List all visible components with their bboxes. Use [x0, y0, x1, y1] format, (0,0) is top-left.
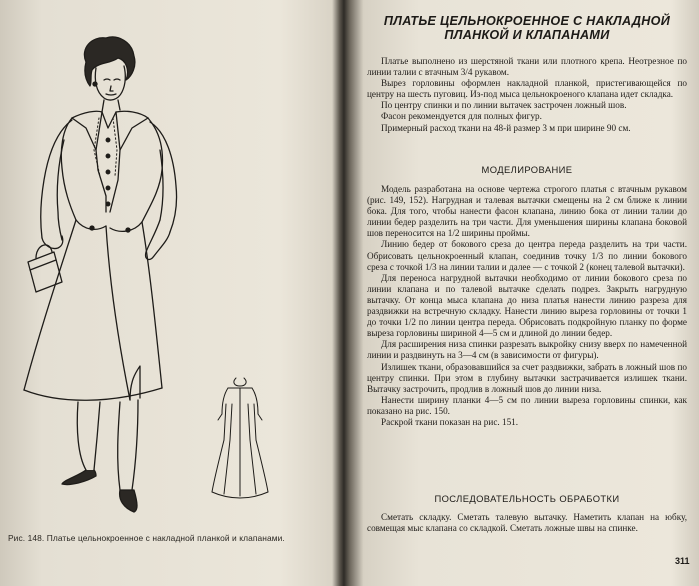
section-heading-modeling: МОДЕЛИРОВАНИЕ: [481, 164, 573, 175]
title-line-1: ПЛАТЬЕ ЦЕЛЬНОКРОЕННОЕ С НАКЛАДНОЙ: [383, 14, 671, 28]
title-line-2: ПЛАНКОЙ И КЛАПАНАМИ: [444, 28, 610, 42]
paragraph: Примерный расход ткани на 48-й размер 3 м при ширине 90 см.: [381, 122, 631, 133]
article-title: [367, 14, 687, 42]
paragraph: Раскрой ткани показан на рис. 151.: [381, 416, 519, 427]
paragraph: Фасон рекомендуется для полных фигур.: [381, 111, 542, 122]
dress-illustration: [0, 0, 338, 586]
paragraph: Нанести ширину планки 4—5 см по линии выреза горловины спинки, как показано на рис. 150.: [367, 394, 687, 416]
sequence-block: [367, 512, 687, 534]
page-number: 311: [675, 556, 690, 566]
right-page: [345, 0, 699, 586]
paragraph: По центру спинки и по линии вытачек застрочен ложный шов.: [381, 100, 627, 111]
paragraph: Платье выполнено из шерстяной ткани или плотного крепа. Неотрезное по линии талии с втачным 3/4 рукавом.: [367, 56, 687, 78]
paragraph: Модель разработана на основе чертежа строгого платья с втачным рукавом (рис. 149, 152). Нагрудная и талевая вытачки смещены на 2 см ближе к линии бока. Для того, чтобы нанести фасон клапана, линию бока от линии талии до линии бедер разделить на три части. Для уменьшения ширины клапана боковой шов переносится на 1/2 ширины проймы.: [367, 184, 687, 239]
left-page: [0, 0, 338, 586]
paragraph: Вырез горловины оформлен накладной планкой, пристегивающейся по центру на шесть пуговиц. Из-под мыса цельнокроеного клапана идет складка.: [367, 78, 687, 100]
section-heading-sequence: ПОСЛЕДОВАТЕЛЬНОСТЬ ОБРАБОТКИ: [434, 493, 620, 504]
modeling-block: [367, 184, 687, 428]
intro-block: [367, 56, 687, 134]
paragraph: Излишек ткани, образовавшийся за счет раздвижки, забрать в ложный шов по центру спинки. При этом в глубину вытачки застрачивается излишек ткани. Вытачку застрочить, продлив в ложный шов до линии низа.: [367, 361, 687, 394]
paragraph: Для переноса нагрудной вытачки необходимо от линии бокового среза по линии клапана и по талевой вытачке сделать подрез. Закрыть нагрудную вытачку. От конца мыса клапана до низа платья нанести линию разреза для раздвижки на встречную складку. Нанести линию выреза горловины от точки 1 до точки 1/2 по линии центра переда. Обрисовать подкройную планку по форме выреза горловины шириной 4—5 см и длиной до линии бедер.: [367, 272, 687, 339]
paragraph: Сметать складку. Сметать талевую вытачку. Наметить клапан на юбку, совмещая мыс клапана со складкой. Сметать ложные швы на спинке.: [367, 512, 687, 534]
paragraph: Линию бедер от бокового среза до центра переда разделить на три части. Обрисовать цельнокроенный клапан, соединив точку 1/3 по линии бокового среза с точкой 1/3 на линии талии и далее — с точкой 2 (конец талевой вытачки).: [367, 239, 687, 272]
figure-caption: Рис. 148. Платье цельнокроенное с накладной планкой и клапанами.: [8, 533, 285, 543]
paragraph: Для расширения низа спинки разрезать выкройку снизу вверх по намеченной линии и раздвинуть на 3—4 см (в зависимости от фигуры).: [367, 339, 687, 361]
